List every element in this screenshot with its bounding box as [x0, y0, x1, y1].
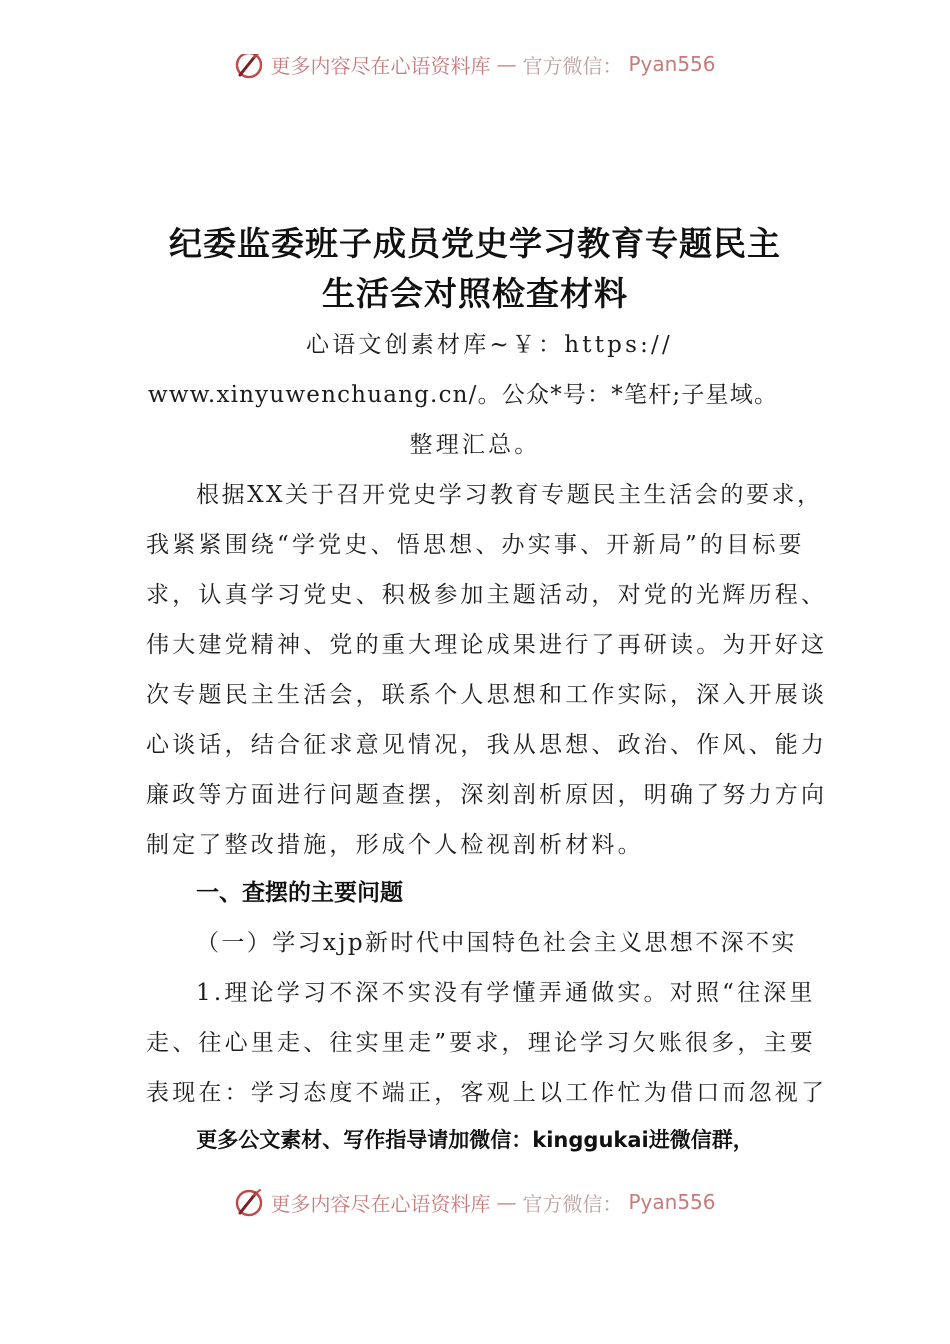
watermark-text: 更多内容尽在心语资料库: [270, 54, 491, 78]
intro-line: 制定了整改措施，形成个人检视剖析材料。: [146, 832, 644, 858]
watermark-wechat-id: Pyan556: [628, 1190, 716, 1214]
section-heading: 一、查摆的主要问题: [196, 880, 403, 906]
watermark-dash: —: [496, 54, 517, 76]
source-line-2: www.xinyuwenchuang.cn/。公众*号：*笔杆;子星域。: [148, 382, 779, 408]
subsection-heading: （一）学习xjp新时代中国特色社会主义思想不深不实: [196, 930, 797, 956]
document-title-line-1: 纪委监委班子成员党史学习教育专题民主: [169, 224, 781, 263]
intro-line: 心谈话，结合征求意见情况，我从思想、政治、作风、能力: [146, 732, 828, 758]
top-watermark-banner: [0, 54, 950, 86]
intro-line: 伟大建党精神、党的重大理论成果进行了再研读。为开好这: [146, 632, 828, 658]
watermark-wechat-label: 官方微信：: [522, 54, 623, 78]
watermark-text: 更多内容尽在心语资料库: [270, 1191, 491, 1216]
intro-line: 根据XX关于召开党史学习教育专题民主生活会的要求，: [196, 482, 823, 508]
intro-line: 求，认真学习党史、积极参加主题活动，对党的光辉历程、: [146, 582, 828, 608]
watermark-wechat-id: Pyan556: [628, 54, 716, 76]
intro-line: 我紧紧围绕“学党史、悟思想、办实事、开新局”的目标要: [146, 532, 805, 558]
watermark-wechat-label: 官方微信：: [522, 1191, 623, 1216]
source-line-1: 心语文创素材库~￥：https://: [306, 332, 673, 358]
paragraph-line: 表现在：学习态度不端正，客观上以工作忙为借口而忽视了: [146, 1080, 828, 1106]
document-title-line-2: 生活会对照检查材料: [322, 274, 628, 313]
footer-promo-note: 更多公文素材、写作指导请加微信：kinggukai进微信群，: [196, 1128, 754, 1152]
paragraph-line: 走、往心里走、往实里走”要求，理论学习欠账很多，主要: [146, 1030, 816, 1056]
source-line-3: 整理汇总。: [409, 432, 541, 458]
brush-logo-icon: [234, 54, 264, 79]
intro-line: 廉政等方面进行问题查摆，深刻剖析原因，明确了努力方向: [146, 782, 828, 808]
bottom-watermark-banner: [0, 1184, 950, 1220]
watermark-dash: —: [496, 1190, 517, 1214]
paragraph-line: 1.理论学习不深不实没有学懂弄通做实。对照“往深里: [196, 980, 816, 1006]
brush-logo-icon: [234, 1187, 264, 1217]
intro-line: 次专题民主生活会，联系个人思想和工作实际，深入开展谈: [146, 682, 828, 708]
